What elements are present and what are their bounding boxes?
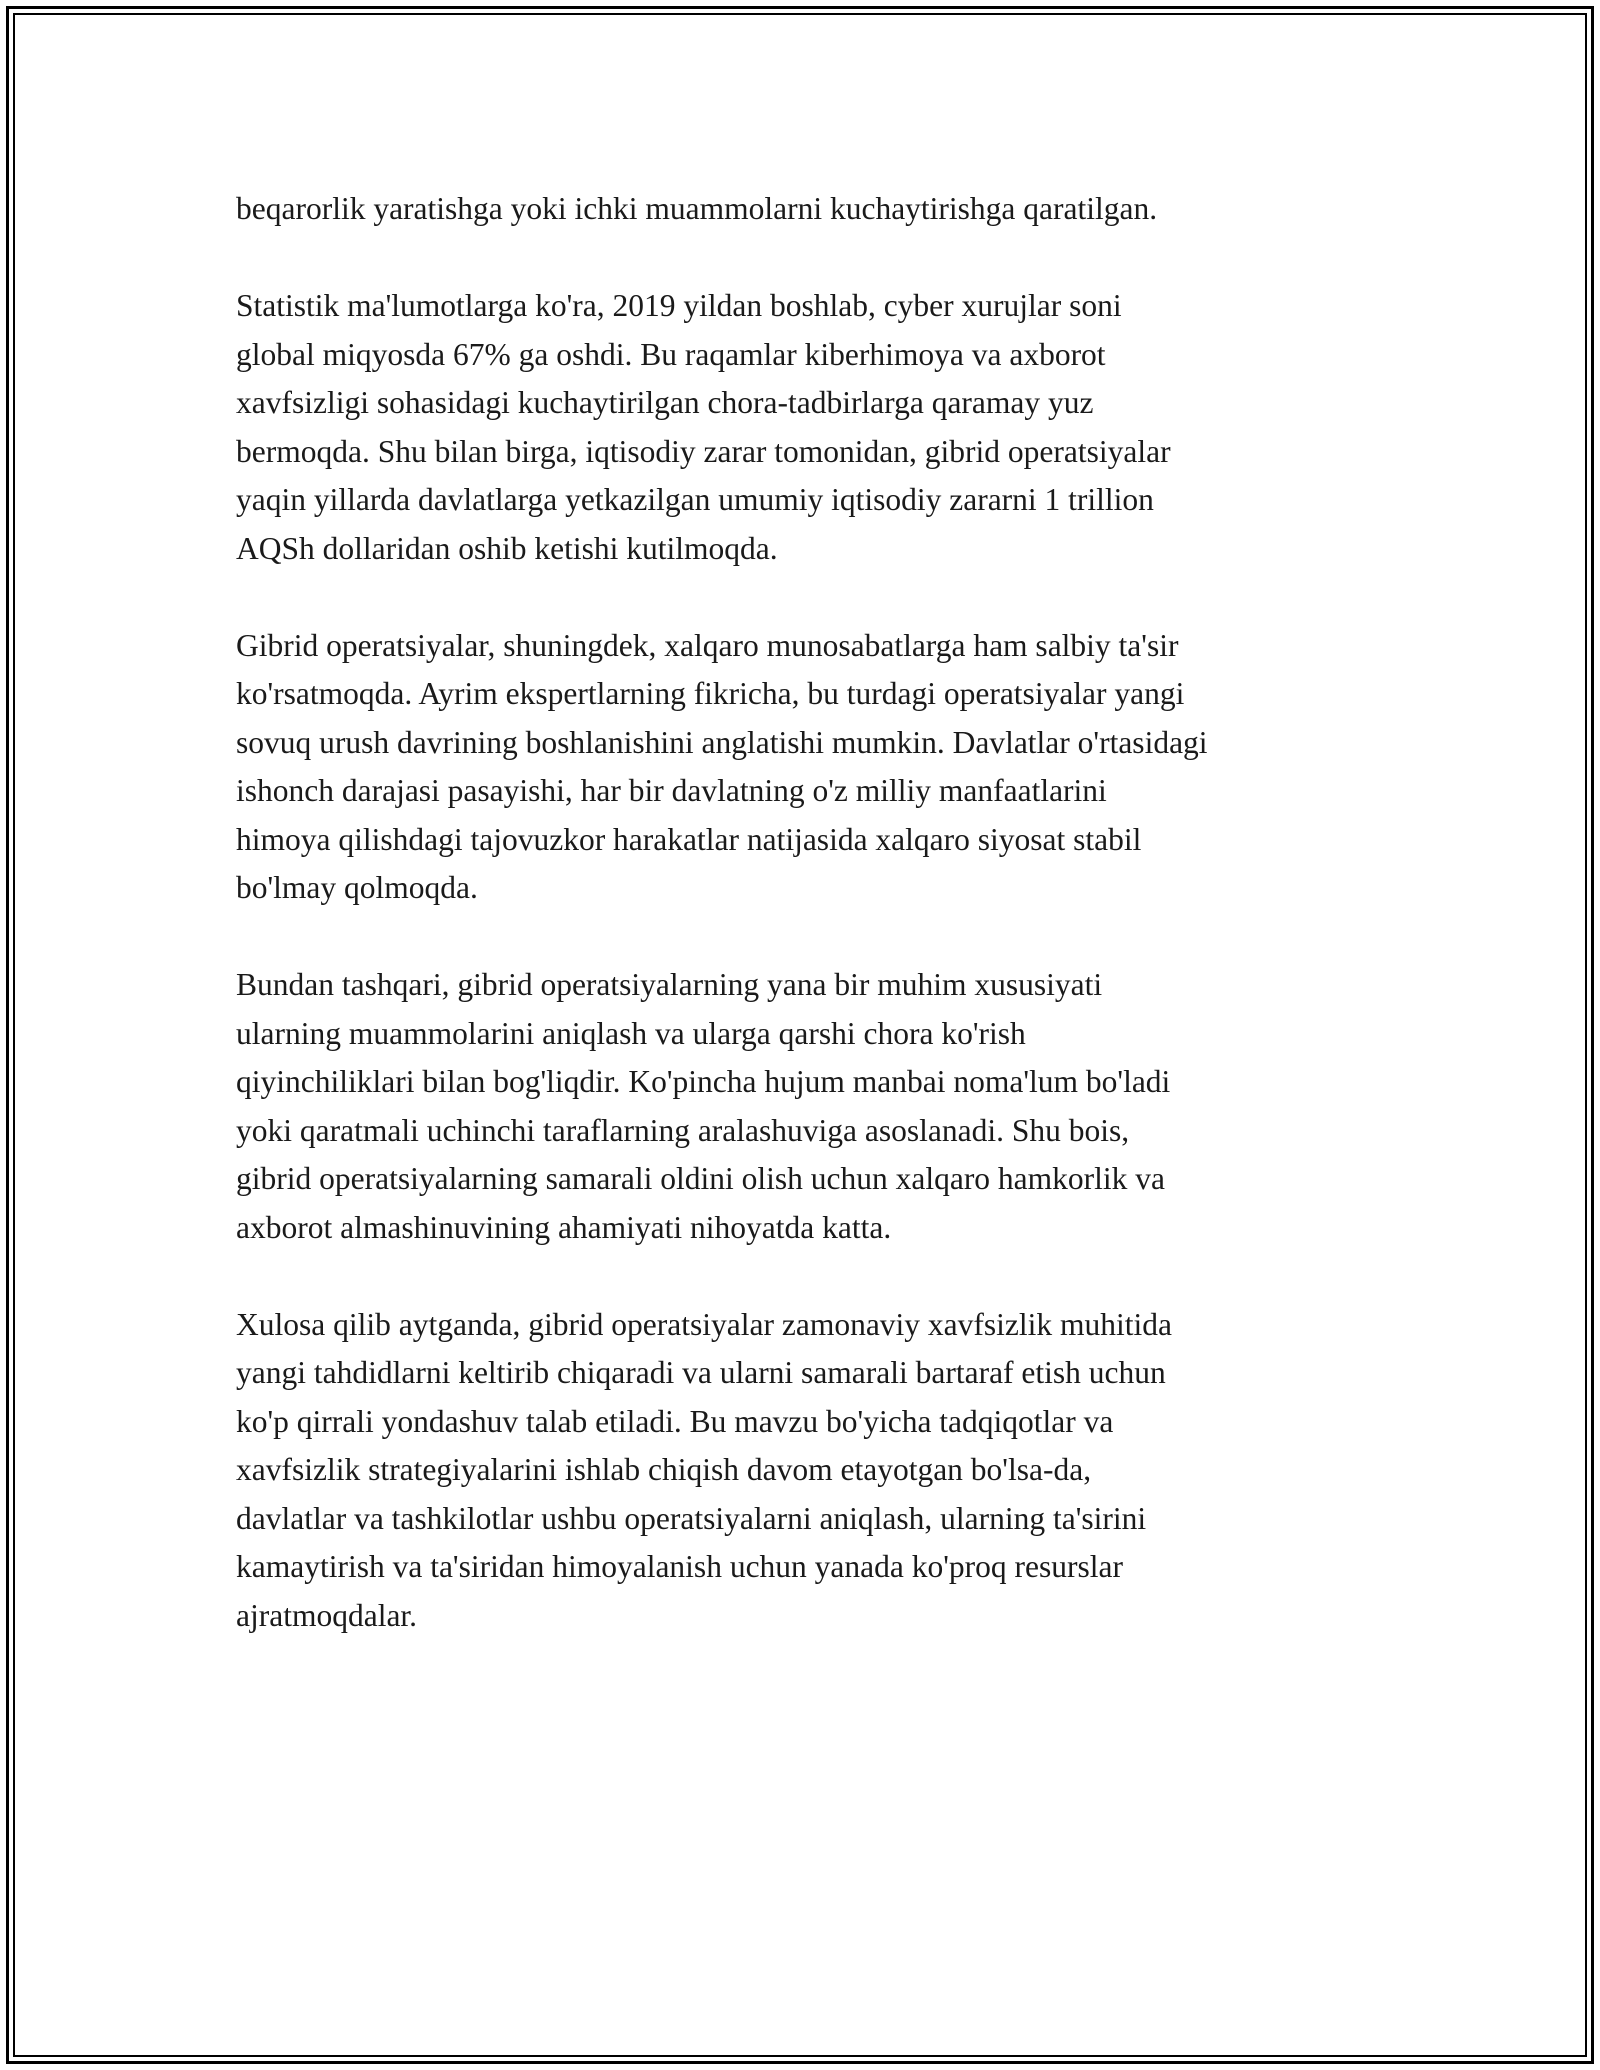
paragraph-detection-challenges: Bundan tashqari, gibrid operatsiyalarning yana bir muhim xususiyati ularning muammolarini aniqlash va ularga qarshi chora ko'rish qiyinchiliklari bilan bog'liqdir. Ko'pincha hujum manbai noma'lum bo'ladi yoki qaratmali uchinchi taraflarning aralashuviga asoslanadi. Shu bois, gibrid operatsiyalarning samarali oldini olish uchun xalqaro hamkorlik va axborot almashinuvining ahamiyati nihoyatda katta. [236, 967, 1171, 1245]
document-body [236, 185, 1386, 1689]
paragraph-international-relations: Gibrid operatsiyalar, shuningdek, xalqaro munosabatlarga ham salbiy ta'sir ko'rsatmoqda. Ayrim ekspertlarning fikricha, bu turdagi operatsiyalar yangi sovuq urush davrining boshlanishini anglatishi mumkin. Davlatlar o'rtasidagi ishonch darajasi pasayishi, har bir davlatning o'z milliy manfaatlarini himoya qilishdagi tajovuzkor harakatlar natijasida xalqaro siyosat stabil bo'lmay qolmoqda. [236, 627, 1208, 905]
paragraph-conclusion: Xulosa qilib aytganda, gibrid operatsiyalar zamonaviy xavfsizlik muhitida yangi tahdidlarni keltirib chiqaradi va ularni samarali bartaraf etish uchun ko'p qirrali yondashuv talab etiladi. Bu mavzu bo'yicha tadqiqotlar va xavfsizlik strategiyalarini ishlab chiqish davom etayotgan bo'lsa-da, davlatlar va tashkilotlar ushbu operatsiyalarni aniqlash, ularning ta'sirini kamaytirish va ta'siridan himoyalanish uchun yanada ko'proq resurslar ajratmoqdalar. [236, 1306, 1173, 1633]
paragraph-continuation: beqarorlik yaratishga yoki ichki muammolarni kuchaytirishga qaratilgan. [236, 191, 1158, 226]
paragraph-statistics: Statistik ma'lumotlarga ko'ra, 2019 yildan boshlab, cyber xurujlar soni global miqyosda 67% ga oshdi. Bu raqamlar kiberhimoya va axborot xavfsizligi sohasidagi kuchaytirilgan chora-tadbirlarga qaramay yuz bermoqda. Shu bilan birga, iqtisodiy zarar tomonidan, gibrid operatsiyalar yaqin yillarda davlatlarga yetkazilgan umumiy iqtisodiy zararni 1 trillion AQSh dollaridan oshib ketishi kutilmoqda. [236, 288, 1171, 566]
